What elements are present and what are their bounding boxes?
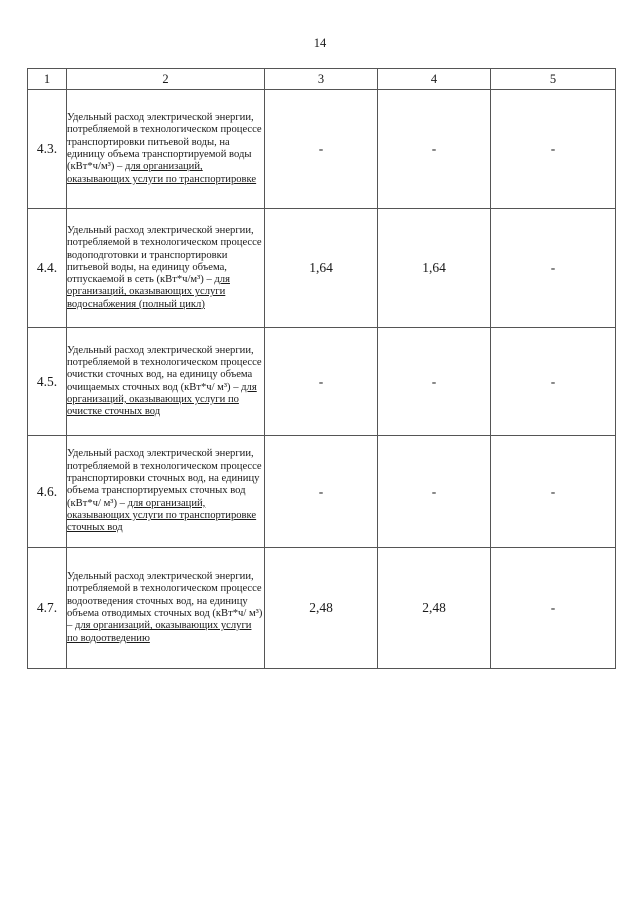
value-col-4: 1,64	[378, 209, 491, 328]
table-row-4-3	[28, 90, 616, 209]
column-header-4: 4	[378, 69, 491, 90]
value-col-4: -	[378, 328, 491, 436]
column-header-2: 2	[67, 69, 265, 90]
description-text: Удельный расход электрической энергии, потребляемой в технологическом процессе водоподготовки и транспортировки питьевой воды, на единицу объема, отпускаемой в сеть (кВт*ч/м³) –	[67, 224, 262, 286]
value-col-5: -	[491, 436, 616, 548]
description-text: Удельный расход электрической энергии, потребляемой в технологическом процессе очистки сточных вод, на единицу объема очищаемых сточных вод (кВт*ч/ м³) –	[67, 344, 262, 393]
indicators-table	[27, 68, 616, 669]
row-description	[67, 328, 265, 436]
row-description	[67, 209, 265, 328]
column-header-5: 5	[491, 69, 616, 90]
row-number: 4.4.	[28, 209, 67, 328]
value-col-4: -	[378, 436, 491, 548]
value-col-5: -	[491, 548, 616, 669]
table-row-4-6	[28, 436, 616, 548]
column-header-3: 3	[265, 69, 378, 90]
value-col-3: 2,48	[265, 548, 378, 669]
value-col-5: -	[491, 209, 616, 328]
value-col-3: -	[265, 436, 378, 548]
row-description	[67, 548, 265, 669]
row-description	[67, 90, 265, 209]
row-number: 4.5.	[28, 328, 67, 436]
row-number: 4.7.	[28, 548, 67, 669]
value-col-5: -	[491, 328, 616, 436]
value-col-3: -	[265, 328, 378, 436]
table-row-4-5	[28, 328, 616, 436]
description-scope: для организаций, оказывающих услуги по водоотведению	[67, 620, 252, 644]
description-text: Удельный расход электрической энергии, потребляемой в технологическом процессе транспортировки питьевой воды, на единицу объема транспортируемой воды (кВт*ч/м³) –	[67, 112, 262, 173]
value-col-3: -	[265, 90, 378, 209]
page-number: 14	[313, 36, 327, 50]
column-header-1: 1	[28, 69, 67, 90]
table-header-row	[28, 69, 616, 90]
description-scope: для организаций, оказывающих услуги по очистке сточных вод	[67, 381, 257, 418]
description-scope: для организаций, оказывающих услуги водоснабжения (полный цикл)	[67, 274, 230, 310]
table-row-4-4	[28, 209, 616, 328]
description-scope: для организаций, оказывающих услуги по транспортировке	[67, 161, 257, 185]
table-row-4-7	[28, 548, 616, 669]
value-col-4: 2,48	[378, 548, 491, 669]
description-text: Удельный расход электрической энергии, потребляемой в технологическом процессе транспортировки сточных вод, на единицу объема транспортируемых сточных вод (кВт*ч/ м³) –	[67, 448, 262, 509]
row-number: 4.3.	[28, 90, 67, 209]
row-description	[67, 436, 265, 548]
value-col-5: -	[491, 90, 616, 209]
value-col-3: 1,64	[265, 209, 378, 328]
row-number: 4.6.	[28, 436, 67, 548]
description-text: Удельный расход электрической энергии, потребляемой в технологическом процессе водоотведения сточных вод, на единицу объема отводимых сточных вод (кВт*ч/ м³) –	[67, 571, 263, 632]
value-col-4: -	[378, 90, 491, 209]
description-scope: для организаций, оказывающих услуги по транспортировке сточных вод	[67, 497, 257, 534]
